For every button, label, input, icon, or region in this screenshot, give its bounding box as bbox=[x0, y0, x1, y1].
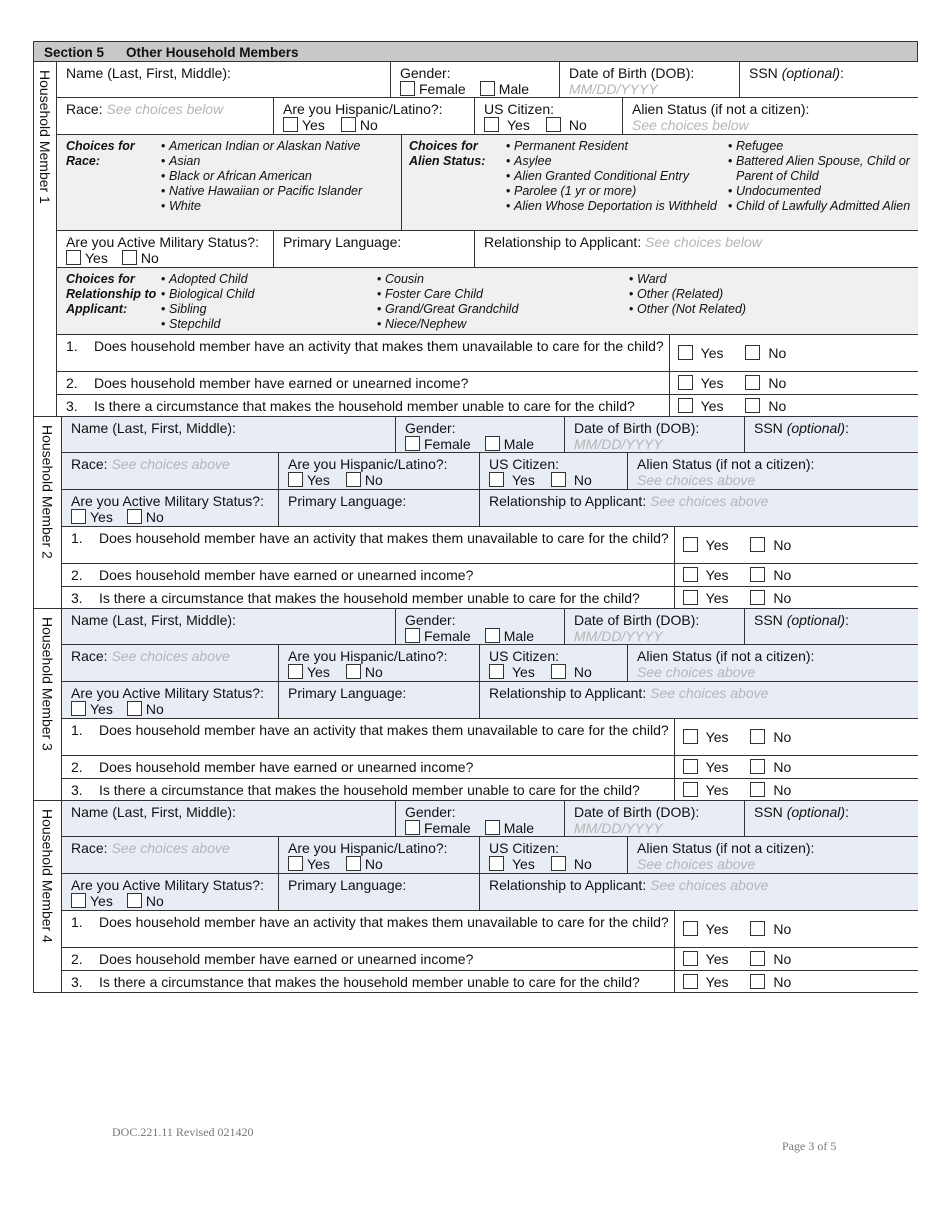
hispanic-yes-checkbox[interactable] bbox=[288, 664, 303, 679]
q2-yes-checkbox[interactable] bbox=[678, 375, 693, 390]
alien-status-label: Alien Status (if not a citizen): bbox=[637, 840, 815, 856]
male-label: Male bbox=[503, 820, 535, 836]
household-member-2 bbox=[34, 417, 918, 609]
dob-field[interactable] bbox=[560, 62, 740, 97]
race-field[interactable] bbox=[62, 645, 279, 681]
q3-yes-checkbox[interactable] bbox=[683, 590, 698, 605]
q2-yes-checkbox[interactable] bbox=[683, 759, 698, 774]
name-label: Name (Last, First, Middle): bbox=[71, 612, 236, 628]
citizen-field: US Citizen: Yes No bbox=[475, 98, 623, 134]
citizen-yes-checkbox[interactable] bbox=[489, 472, 504, 487]
relationship-choices bbox=[57, 268, 918, 335]
military-yes-checkbox[interactable] bbox=[66, 250, 81, 265]
q3-yes-checkbox[interactable] bbox=[678, 398, 693, 413]
name-field[interactable] bbox=[62, 801, 396, 836]
relationship-label: Relationship to Applicant: bbox=[489, 877, 647, 893]
page-number: Page 3 of 5 bbox=[782, 1139, 837, 1153]
dob-field[interactable] bbox=[565, 801, 745, 836]
language-label: Primary Language: bbox=[288, 493, 407, 509]
alien-status-label: Alien Status (if not a citizen): bbox=[637, 648, 815, 664]
military-label: Are you Active Military Status?: bbox=[71, 877, 264, 893]
member-title: Household Member 4 bbox=[39, 809, 56, 943]
question-text: Does household member have earned or unearned income? bbox=[99, 759, 474, 775]
race-hint: See choices above bbox=[111, 456, 230, 472]
hispanic-label: Are you Hispanic/Latino?: bbox=[283, 101, 443, 117]
hispanic-no-checkbox[interactable] bbox=[346, 856, 361, 871]
dob-field[interactable] bbox=[565, 417, 745, 452]
hispanic-label: Are you Hispanic/Latino?: bbox=[288, 648, 448, 664]
q3-yes-checkbox[interactable] bbox=[683, 782, 698, 797]
hispanic-yes-checkbox[interactable] bbox=[288, 856, 303, 871]
citizen-yes-checkbox[interactable] bbox=[484, 117, 499, 132]
hispanic-label: Are you Hispanic/Latino?: bbox=[288, 840, 448, 856]
form-id: DOC.221.11 Revised 021420 bbox=[112, 1125, 254, 1139]
member-title: Household Member 2 bbox=[39, 425, 56, 559]
question-row: 1. Does household member have an activity that makes them unavailable to care for the child? Yes No bbox=[62, 719, 918, 756]
female-label: Female bbox=[424, 820, 471, 836]
household-members-form bbox=[33, 41, 918, 993]
choice-item: • Other (Not Related) bbox=[629, 302, 746, 317]
relationship-hint: See choices above bbox=[650, 685, 769, 701]
name-field[interactable] bbox=[62, 609, 396, 644]
hispanic-yes-checkbox[interactable] bbox=[288, 472, 303, 487]
military-field: Are you Active Military Status?: Yes No bbox=[62, 874, 279, 910]
dob-field[interactable] bbox=[565, 609, 745, 644]
alien-status-label: Alien Status (if not a citizen): bbox=[637, 456, 815, 472]
female-label: Female bbox=[424, 628, 471, 644]
choice-item: • Grand/Great Grandchild bbox=[377, 302, 629, 317]
question-text: Does household member have an activity that makes them unavailable to care for the child? bbox=[99, 530, 669, 546]
race-citizen-row bbox=[62, 645, 918, 682]
citizen-label: US Citizen: bbox=[489, 456, 560, 472]
relationship-hint: See choices above bbox=[650, 493, 769, 509]
alien-status-field[interactable] bbox=[628, 837, 918, 873]
q3-no-checkbox[interactable] bbox=[745, 398, 760, 413]
military-yes-checkbox[interactable] bbox=[71, 701, 86, 716]
q1-yes-checkbox[interactable] bbox=[683, 729, 698, 744]
military-language-row bbox=[62, 490, 918, 527]
name-gender-dob-row bbox=[62, 801, 918, 837]
citizen-field: US Citizen: Yes No bbox=[480, 453, 628, 489]
relationship-label: Relationship to Applicant: bbox=[489, 493, 647, 509]
language-label: Primary Language: bbox=[288, 685, 407, 701]
question-row: 1. Does household member have an activity that makes them unavailable to care for the child? Yes No bbox=[62, 911, 918, 948]
q1-no-checkbox[interactable] bbox=[750, 729, 765, 744]
choices-label: Choices for Race: bbox=[66, 139, 135, 168]
choice-item: • Foster Care Child bbox=[377, 287, 629, 302]
name-label: Name (Last, First, Middle): bbox=[71, 420, 236, 436]
dob-placeholder: MM/DD/YYYY bbox=[574, 820, 663, 836]
female-checkbox[interactable] bbox=[405, 436, 420, 451]
choice-item: • Alien Whose Deportation is Withheld bbox=[506, 199, 728, 214]
language-field[interactable] bbox=[279, 490, 480, 526]
citizen-no-checkbox[interactable] bbox=[551, 856, 566, 871]
military-no-checkbox[interactable] bbox=[122, 250, 137, 265]
language-label: Primary Language: bbox=[288, 877, 407, 893]
military-no-checkbox[interactable] bbox=[127, 701, 142, 716]
race-alien-choices bbox=[57, 135, 918, 231]
female-label: Female bbox=[424, 436, 471, 452]
citizen-no-checkbox[interactable] bbox=[551, 664, 566, 679]
choice-item: • Permanent Resident bbox=[506, 139, 728, 154]
question-row: 2. Does household member have earned or unearned income? Yes No bbox=[62, 948, 918, 971]
q1-yes-checkbox[interactable] bbox=[683, 921, 698, 936]
race-hint: See choices below bbox=[106, 101, 224, 117]
choice-item: • Niece/Nephew bbox=[377, 317, 629, 332]
language-field[interactable] bbox=[274, 231, 475, 267]
citizen-no-checkbox[interactable] bbox=[551, 472, 566, 487]
ssn-optional-label: (optional) bbox=[786, 612, 846, 628]
dob-label: Date of Birth (DOB): bbox=[569, 65, 695, 81]
race-citizen-row bbox=[62, 837, 918, 874]
hispanic-field: Are you Hispanic/Latino?: Yes No bbox=[274, 98, 475, 134]
citizen-yes-checkbox[interactable] bbox=[489, 856, 504, 871]
question-row: 2. Does household member have earned or unearned income? Yes No bbox=[62, 756, 918, 779]
relationship-hint: See choices below bbox=[645, 234, 762, 250]
relationship-label: Relationship to Applicant: bbox=[489, 685, 647, 701]
male-label: Male bbox=[503, 628, 535, 644]
q1-no-checkbox[interactable] bbox=[745, 345, 760, 360]
ssn-label: SSN bbox=[749, 65, 782, 81]
language-field[interactable] bbox=[279, 682, 480, 718]
gender-field bbox=[391, 62, 560, 97]
question-row: 1. Does household member have an activity that makes them unavailable to care for the child? Yes No bbox=[62, 527, 918, 564]
citizen-label: US Citizen: bbox=[489, 840, 560, 856]
male-label: Male bbox=[498, 81, 530, 97]
ssn-label: SSN bbox=[754, 804, 787, 820]
name-gender-dob-row bbox=[57, 62, 918, 98]
question-text: Does household member have earned or unearned income? bbox=[99, 951, 474, 967]
ssn-field[interactable]: SSN (optional): bbox=[745, 609, 918, 644]
male-checkbox[interactable] bbox=[480, 81, 495, 96]
member-content bbox=[62, 417, 918, 609]
q1-yes-checkbox[interactable] bbox=[683, 537, 698, 552]
race-field[interactable] bbox=[62, 453, 279, 489]
ssn-optional-label: (optional) bbox=[781, 65, 841, 81]
ssn-label: SSN bbox=[754, 612, 787, 628]
question-row: 2. Does household member have earned or unearned income? Yes No bbox=[57, 372, 918, 395]
ssn-field[interactable]: SSN (optional): bbox=[749, 65, 844, 81]
alien-status-field[interactable] bbox=[628, 453, 918, 489]
ssn-field[interactable]: SSN (optional): bbox=[745, 801, 918, 836]
race-label: Race: bbox=[71, 648, 108, 664]
citizen-no-checkbox[interactable] bbox=[546, 117, 561, 132]
male-checkbox[interactable] bbox=[485, 820, 500, 835]
section-header bbox=[34, 41, 918, 62]
section-number: Section 5 bbox=[44, 45, 105, 60]
race-field[interactable] bbox=[62, 837, 279, 873]
gender-field bbox=[396, 801, 565, 836]
hispanic-no-checkbox[interactable] bbox=[346, 472, 361, 487]
male-label: Male bbox=[503, 436, 535, 452]
question-text: Does household member have earned or unearned income? bbox=[94, 375, 469, 391]
q1-no-checkbox[interactable] bbox=[750, 537, 765, 552]
name-label: Name (Last, First, Middle): bbox=[66, 65, 231, 81]
hispanic-yes-checkbox[interactable] bbox=[283, 117, 298, 132]
dob-placeholder: MM/DD/YYYY bbox=[569, 81, 658, 97]
member-content bbox=[62, 801, 918, 993]
military-language-row bbox=[62, 682, 918, 719]
dob-label: Date of Birth (DOB): bbox=[574, 420, 700, 436]
question-text: Is there a circumstance that makes the household member unable to care for the child? bbox=[99, 974, 640, 990]
choice-item: • Cousin bbox=[377, 272, 629, 287]
member-label bbox=[34, 417, 62, 609]
military-language-row bbox=[62, 874, 918, 911]
gender-field bbox=[396, 417, 565, 452]
female-label: Female bbox=[419, 81, 466, 97]
race-hint: See choices above bbox=[111, 840, 230, 856]
q1-no-checkbox[interactable] bbox=[750, 921, 765, 936]
choice-item: • Sibling bbox=[161, 302, 377, 317]
question-text: Does household member have an activity that makes them unavailable to care for the child? bbox=[99, 722, 669, 738]
q1-yes-checkbox[interactable] bbox=[678, 345, 693, 360]
female-checkbox[interactable] bbox=[405, 628, 420, 643]
member-content bbox=[62, 609, 918, 801]
gender-label: Gender: bbox=[400, 65, 451, 81]
military-yes-checkbox[interactable] bbox=[71, 893, 86, 908]
name-field[interactable] bbox=[62, 417, 396, 452]
male-checkbox[interactable] bbox=[485, 436, 500, 451]
household-member-4 bbox=[34, 801, 918, 993]
alien-status-hint: See choices above bbox=[637, 472, 756, 488]
choice-item: • Asian bbox=[161, 154, 362, 169]
choice-item: • Undocumented bbox=[728, 184, 918, 199]
ssn-field[interactable]: SSN (optional): bbox=[745, 417, 918, 452]
military-label: Are you Active Military Status?: bbox=[71, 493, 264, 509]
question-row: 3. Is there a circumstance that makes the household member unable to care for the child? Yes No bbox=[62, 971, 918, 993]
q3-no-checkbox[interactable] bbox=[750, 974, 765, 989]
hispanic-field: Are you Hispanic/Latino?: Yes No bbox=[279, 837, 480, 873]
q3-no-checkbox[interactable] bbox=[750, 590, 765, 605]
alien-status-hint: See choices above bbox=[637, 664, 756, 680]
q3-yes-checkbox[interactable] bbox=[683, 974, 698, 989]
household-member-1 bbox=[34, 62, 918, 417]
military-label: Are you Active Military Status?: bbox=[66, 234, 259, 250]
choice-item: • Refugee bbox=[728, 139, 918, 154]
member-content bbox=[57, 62, 918, 417]
military-yes-checkbox[interactable] bbox=[71, 509, 86, 524]
citizen-field: US Citizen: Yes No bbox=[480, 837, 628, 873]
member-title: Household Member 3 bbox=[39, 617, 56, 751]
choice-item: • Parolee (1 yr or more) bbox=[506, 184, 728, 199]
alien-status-field[interactable] bbox=[623, 98, 918, 134]
section-title: Other Household Members bbox=[126, 45, 299, 60]
choice-item: • Stepchild bbox=[161, 317, 377, 332]
hispanic-no-checkbox[interactable] bbox=[346, 664, 361, 679]
hispanic-field: Are you Hispanic/Latino?: Yes No bbox=[279, 453, 480, 489]
relationship-field[interactable] bbox=[480, 490, 918, 526]
race-hint: See choices above bbox=[111, 648, 230, 664]
relationship-field[interactable] bbox=[475, 231, 918, 267]
relationship-hint: See choices above bbox=[650, 877, 769, 893]
choice-item: • Other (Related) bbox=[629, 287, 746, 302]
member-label bbox=[34, 801, 62, 993]
question-text: Does household member have an activity that makes them unavailable to care for the child? bbox=[99, 914, 669, 930]
ssn-label: SSN bbox=[754, 420, 787, 436]
choice-item: • Asylee bbox=[506, 154, 728, 169]
dob-placeholder: MM/DD/YYYY bbox=[574, 628, 663, 644]
alien-status-field[interactable] bbox=[628, 645, 918, 681]
choice-item: • White bbox=[161, 199, 362, 214]
question-row: 3. Is there a circumstance that makes the household member unable to care for the child? Yes No bbox=[62, 779, 918, 801]
choice-item: • Biological Child bbox=[161, 287, 377, 302]
military-no-checkbox[interactable] bbox=[127, 509, 142, 524]
military-field: Are you Active Military Status?: Yes No bbox=[57, 231, 274, 267]
language-field[interactable] bbox=[279, 874, 480, 910]
military-no-checkbox[interactable] bbox=[127, 893, 142, 908]
citizen-yes-checkbox[interactable] bbox=[489, 664, 504, 679]
choices-label: Choices for Alien Status: bbox=[409, 139, 486, 168]
choice-item: • Battered Alien Spouse, Child or Parent of Child bbox=[728, 154, 918, 184]
household-member-3 bbox=[34, 609, 918, 801]
relationship-field[interactable] bbox=[480, 874, 918, 910]
female-checkbox[interactable] bbox=[405, 820, 420, 835]
choice-item: • Adopted Child bbox=[161, 272, 377, 287]
race-citizen-row bbox=[57, 98, 918, 135]
male-checkbox[interactable] bbox=[485, 628, 500, 643]
dob-placeholder: MM/DD/YYYY bbox=[574, 436, 663, 452]
question-text: Is there a circumstance that makes the household member unable to care for the child? bbox=[94, 398, 635, 414]
name-field[interactable] bbox=[57, 62, 391, 97]
alien-status-hint: See choices above bbox=[637, 856, 756, 872]
military-field: Are you Active Military Status?: Yes No bbox=[62, 682, 279, 718]
q2-no-checkbox[interactable] bbox=[750, 951, 765, 966]
gender-field bbox=[396, 609, 565, 644]
name-gender-dob-row bbox=[62, 417, 918, 453]
name-gender-dob-row bbox=[62, 609, 918, 645]
question-text: Does household member have an activity that makes them unavailable to care for the child? bbox=[94, 338, 664, 354]
choice-item: • American Indian or Alaskan Native bbox=[161, 139, 362, 154]
alien-status-hint: See choices below bbox=[632, 117, 749, 133]
q2-no-checkbox[interactable] bbox=[750, 759, 765, 774]
dob-label: Date of Birth (DOB): bbox=[574, 612, 700, 628]
relationship-label: Relationship to Applicant: bbox=[484, 234, 642, 250]
race-label: Race: bbox=[66, 101, 103, 117]
race-label: Race: bbox=[71, 840, 108, 856]
language-label: Primary Language: bbox=[283, 234, 402, 250]
q2-yes-checkbox[interactable] bbox=[683, 567, 698, 582]
choice-item: • Black or African American bbox=[161, 169, 362, 184]
q2-yes-checkbox[interactable] bbox=[683, 951, 698, 966]
citizen-field: US Citizen: Yes No bbox=[480, 645, 628, 681]
question-text: Is there a circumstance that makes the household member unable to care for the child? bbox=[99, 782, 640, 798]
hispanic-no-checkbox[interactable] bbox=[341, 117, 356, 132]
choices-label: Choices for Relationship to Applicant: bbox=[66, 272, 157, 316]
q2-no-checkbox[interactable] bbox=[745, 375, 760, 390]
question-row: 3. Is there a circumstance that makes the household member unable to care for the child? Yes No bbox=[57, 395, 918, 417]
gender-label: Gender: bbox=[405, 612, 456, 628]
member-label bbox=[34, 609, 62, 801]
question-text: Is there a circumstance that makes the household member unable to care for the child? bbox=[99, 590, 640, 606]
gender-label: Gender: bbox=[405, 420, 456, 436]
alien-status-label: Alien Status (if not a citizen): bbox=[632, 101, 810, 117]
q2-no-checkbox[interactable] bbox=[750, 567, 765, 582]
q3-no-checkbox[interactable] bbox=[750, 782, 765, 797]
choice-item: • Child of Lawfully Admitted Alien bbox=[728, 199, 918, 214]
member-label bbox=[34, 62, 57, 417]
ssn-optional-label: (optional) bbox=[786, 420, 846, 436]
choice-item: • Native Hawaiian or Pacific Islander bbox=[161, 184, 362, 199]
dob-label: Date of Birth (DOB): bbox=[574, 804, 700, 820]
military-language-row bbox=[57, 231, 918, 268]
military-field: Are you Active Military Status?: Yes No bbox=[62, 490, 279, 526]
gender-label: Gender: bbox=[405, 804, 456, 820]
relationship-field[interactable] bbox=[480, 682, 918, 718]
female-checkbox[interactable] bbox=[400, 81, 415, 96]
race-label: Race: bbox=[71, 456, 108, 472]
question-row: 1. Does household member have an activity that makes them unavailable to care for the child? Yes No bbox=[57, 335, 918, 372]
citizen-label: US Citizen: bbox=[489, 648, 560, 664]
choice-item: • Ward bbox=[629, 272, 746, 287]
question-row: 2. Does household member have earned or unearned income? Yes No bbox=[62, 564, 918, 587]
member-title: Household Member 1 bbox=[37, 70, 53, 204]
name-label: Name (Last, First, Middle): bbox=[71, 804, 236, 820]
question-text: Does household member have earned or unearned income? bbox=[99, 567, 474, 583]
race-citizen-row bbox=[62, 453, 918, 490]
question-row: 3. Is there a circumstance that makes the household member unable to care for the child? Yes No bbox=[62, 587, 918, 609]
military-label: Are you Active Military Status?: bbox=[71, 685, 264, 701]
choice-item: • Alien Granted Conditional Entry bbox=[506, 169, 728, 184]
hispanic-label: Are you Hispanic/Latino?: bbox=[288, 456, 448, 472]
hispanic-field: Are you Hispanic/Latino?: Yes No bbox=[279, 645, 480, 681]
race-field[interactable] bbox=[57, 98, 274, 134]
citizen-label: US Citizen: bbox=[484, 101, 555, 117]
ssn-optional-label: (optional) bbox=[786, 804, 846, 820]
